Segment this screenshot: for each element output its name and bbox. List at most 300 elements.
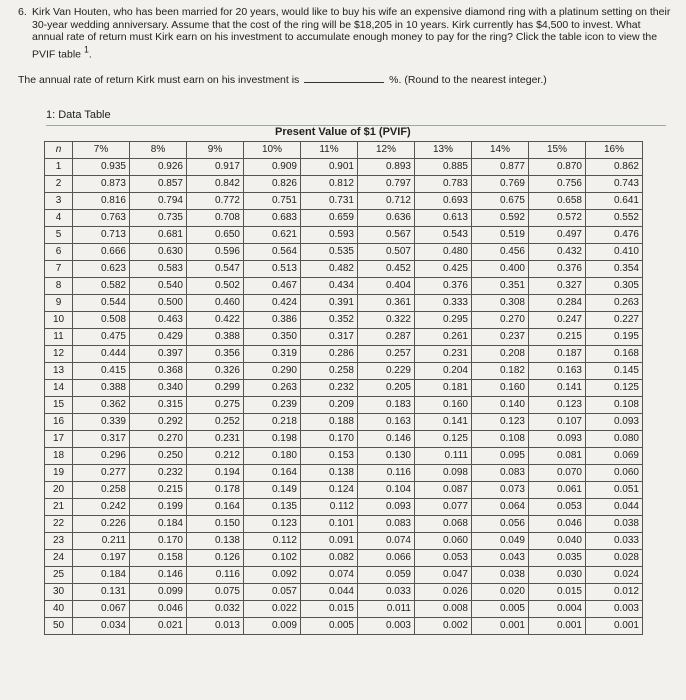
- pvif-cell: 0.205: [358, 380, 415, 397]
- rate-header: 13%: [415, 142, 472, 159]
- pvif-cell: 0.124: [301, 482, 358, 499]
- table-row: [45, 431, 643, 448]
- pvif-cell: 0.519: [472, 227, 529, 244]
- table-row: [45, 550, 643, 567]
- pvif-cell: 0.247: [529, 312, 586, 329]
- pvif-cell: 0.901: [301, 159, 358, 176]
- pvif-cell: 0.074: [358, 533, 415, 550]
- pvif-cell: 0.046: [529, 516, 586, 533]
- rate-header: 14%: [472, 142, 529, 159]
- pvif-cell: 0.909: [244, 159, 301, 176]
- period-cell: 21: [45, 499, 73, 516]
- rate-header: 10%: [244, 142, 301, 159]
- pvif-cell: 0.299: [187, 380, 244, 397]
- table-row: [45, 261, 643, 278]
- period-cell: 40: [45, 601, 73, 618]
- pvif-cell: 0.500: [130, 295, 187, 312]
- pvif-cell: 0.317: [301, 329, 358, 346]
- pvif-cell: 0.204: [415, 363, 472, 380]
- pvif-cell: 0.073: [472, 482, 529, 499]
- pvif-cell: 0.621: [244, 227, 301, 244]
- pvif-cell: 0.141: [415, 414, 472, 431]
- pvif-cell: 0.059: [358, 567, 415, 584]
- pvif-cell: 0.284: [529, 295, 586, 312]
- pvif-cell: 0.215: [529, 329, 586, 346]
- pvif-cell: 0.208: [472, 346, 529, 363]
- table-row: [45, 193, 643, 210]
- table-row: [45, 312, 643, 329]
- pvif-cell: 0.125: [586, 380, 643, 397]
- pvif-cell: 0.123: [529, 397, 586, 414]
- pvif-cell: 0.540: [130, 278, 187, 295]
- pvif-cell: 0.199: [130, 499, 187, 516]
- pvif-cell: 0.194: [187, 465, 244, 482]
- pvif-cell: 0.386: [244, 312, 301, 329]
- table-row: [45, 414, 643, 431]
- pvif-cell: 0.087: [415, 482, 472, 499]
- period-cell: 25: [45, 567, 73, 584]
- pvif-cell: 0.636: [358, 210, 415, 227]
- pvif-cell: 0.067: [73, 601, 130, 618]
- rate-header: 7%: [73, 142, 130, 159]
- pvif-cell: 0.862: [586, 159, 643, 176]
- pvif-cell: 0.593: [301, 227, 358, 244]
- pvif-cell: 0.295: [415, 312, 472, 329]
- pvif-cell: 0.080: [586, 431, 643, 448]
- pvif-cell: 0.211: [73, 533, 130, 550]
- pvif-cell: 0.232: [301, 380, 358, 397]
- pvif-cell: 0.675: [472, 193, 529, 210]
- pvif-cell: 0.069: [586, 448, 643, 465]
- pvif-cell: 0.713: [73, 227, 130, 244]
- rate-header: 15%: [529, 142, 586, 159]
- pvif-cell: 0.180: [244, 448, 301, 465]
- pvif-cell: 0.502: [187, 278, 244, 295]
- pvif-cell: 0.327: [529, 278, 586, 295]
- pvif-cell: 0.187: [529, 346, 586, 363]
- pvif-cell: 0.231: [415, 346, 472, 363]
- pvif-cell: 0.231: [187, 431, 244, 448]
- pvif-cell: 0.004: [529, 601, 586, 618]
- pvif-cell: 0.263: [586, 295, 643, 312]
- pvif-cell: 0.066: [358, 550, 415, 567]
- pvif-cell: 0.047: [415, 567, 472, 584]
- pvif-cell: 0.613: [415, 210, 472, 227]
- period-cell: 30: [45, 584, 73, 601]
- pvif-cell: 0.572: [529, 210, 586, 227]
- pvif-cell: 0.108: [586, 397, 643, 414]
- period-cell: 13: [45, 363, 73, 380]
- period-cell: 20: [45, 482, 73, 499]
- answer-suffix: %. (Round to the nearest integer.): [389, 74, 547, 86]
- pvif-cell: 0.160: [415, 397, 472, 414]
- table-row: [45, 567, 643, 584]
- pvif-cell: 0.350: [244, 329, 301, 346]
- answer-input[interactable]: [304, 72, 384, 83]
- pvif-cell: 0.125: [415, 431, 472, 448]
- header-row: [45, 142, 643, 159]
- pvif-cell: 0.003: [358, 618, 415, 635]
- pvif-cell: 0.362: [73, 397, 130, 414]
- pvif-cell: 0.508: [73, 312, 130, 329]
- pvif-cell: 0.275: [187, 397, 244, 414]
- pvif-cell: 0.184: [73, 567, 130, 584]
- pvif-cell: 0.198: [244, 431, 301, 448]
- table-row: [45, 533, 643, 550]
- pvif-cell: 0.038: [586, 516, 643, 533]
- pvif-cell: 0.095: [472, 448, 529, 465]
- pvif-cell: 0.081: [529, 448, 586, 465]
- pvif-cell: 0.623: [73, 261, 130, 278]
- period-cell: 50: [45, 618, 73, 635]
- pvif-cell: 0.022: [244, 601, 301, 618]
- answer-line: [18, 72, 678, 86]
- pvif-cell: 0.098: [415, 465, 472, 482]
- pvif-cell: 0.460: [187, 295, 244, 312]
- period-cell: 22: [45, 516, 73, 533]
- rate-header: 8%: [130, 142, 187, 159]
- pvif-cell: 0.322: [358, 312, 415, 329]
- pvif-cell: 0.681: [130, 227, 187, 244]
- pvif-cell: 0.188: [301, 414, 358, 431]
- pvif-cell: 0.075: [187, 584, 244, 601]
- pvif-cell: 0.683: [244, 210, 301, 227]
- pvif-cell: 0.146: [130, 567, 187, 584]
- pvif-cell: 0.112: [244, 533, 301, 550]
- pvif-cell: 0.422: [187, 312, 244, 329]
- pvif-cell: 0.135: [244, 499, 301, 516]
- pvif-cell: 0.708: [187, 210, 244, 227]
- pvif-cell: 0.432: [529, 244, 586, 261]
- pvif-cell: 0.277: [73, 465, 130, 482]
- pvif-cell: 0.424: [244, 295, 301, 312]
- pvif-cell: 0.013: [187, 618, 244, 635]
- pvif-cell: 0.305: [586, 278, 643, 295]
- table-row: [45, 227, 643, 244]
- pvif-cell: 0.153: [301, 448, 358, 465]
- pvif-cell: 0.315: [130, 397, 187, 414]
- pvif-cell: 0.286: [301, 346, 358, 363]
- pvif-cell: 0.049: [472, 533, 529, 550]
- pvif-cell: 0.015: [529, 584, 586, 601]
- pvif-cell: 0.543: [415, 227, 472, 244]
- table-row: [45, 601, 643, 618]
- pvif-cell: 0.160: [472, 380, 529, 397]
- pvif-cell: 0.547: [187, 261, 244, 278]
- pvif-cell: 0.145: [586, 363, 643, 380]
- pvif-cell: 0.232: [130, 465, 187, 482]
- pvif-cell: 0.596: [187, 244, 244, 261]
- rate-header: 9%: [187, 142, 244, 159]
- pvif-cell: 0.002: [415, 618, 472, 635]
- pvif-cell: 0.326: [187, 363, 244, 380]
- pvif-cell: 0.112: [301, 499, 358, 516]
- pvif-cell: 0.107: [529, 414, 586, 431]
- pvif-table: [44, 141, 643, 635]
- pvif-cell: 0.650: [187, 227, 244, 244]
- pvif-cell: 0.826: [244, 176, 301, 193]
- period-cell: 9: [45, 295, 73, 312]
- pvif-cell: 0.060: [415, 533, 472, 550]
- pvif-cell: 0.308: [472, 295, 529, 312]
- pvif-cell: 0.339: [73, 414, 130, 431]
- pvif-cell: 0.020: [472, 584, 529, 601]
- pvif-cell: 0.077: [415, 499, 472, 516]
- pvif-cell: 0.005: [472, 601, 529, 618]
- pvif-cell: 0.053: [415, 550, 472, 567]
- pvif-cell: 0.583: [130, 261, 187, 278]
- pvif-cell: 0.141: [529, 380, 586, 397]
- period-cell: 14: [45, 380, 73, 397]
- pvif-cell: 0.926: [130, 159, 187, 176]
- pvif-cell: 0.043: [472, 550, 529, 567]
- pvif-cell: 0.091: [301, 533, 358, 550]
- pvif-cell: 0.009: [244, 618, 301, 635]
- pvif-cell: 0.257: [358, 346, 415, 363]
- pvif-cell: 0.170: [301, 431, 358, 448]
- pvif-cell: 0.352: [301, 312, 358, 329]
- period-cell: 15: [45, 397, 73, 414]
- pvif-cell: 0.877: [472, 159, 529, 176]
- pvif-cell: 0.467: [244, 278, 301, 295]
- pvif-cell: 0.068: [415, 516, 472, 533]
- table-body: [45, 159, 643, 635]
- pvif-cell: 0.082: [301, 550, 358, 567]
- pvif-cell: 0.070: [529, 465, 586, 482]
- pvif-cell: 0.659: [301, 210, 358, 227]
- pvif-cell: 0.794: [130, 193, 187, 210]
- pvif-cell: 0.111: [415, 448, 472, 465]
- period-cell: 16: [45, 414, 73, 431]
- pvif-cell: 0.270: [130, 431, 187, 448]
- pvif-cell: 0.209: [301, 397, 358, 414]
- pvif-cell: 0.060: [586, 465, 643, 482]
- table-row: [45, 295, 643, 312]
- pvif-cell: 0.356: [187, 346, 244, 363]
- pvif-cell: 0.024: [586, 567, 643, 584]
- period-cell: 7: [45, 261, 73, 278]
- pvif-cell: 0.296: [73, 448, 130, 465]
- pvif-cell: 0.354: [586, 261, 643, 278]
- pvif-cell: 0.797: [358, 176, 415, 193]
- pvif-cell: 0.229: [358, 363, 415, 380]
- pvif-cell: 0.731: [301, 193, 358, 210]
- pvif-cell: 0.769: [472, 176, 529, 193]
- table-row: [45, 448, 643, 465]
- rate-header: 16%: [586, 142, 643, 159]
- pvif-cell: 0.218: [244, 414, 301, 431]
- pvif-cell: 0.197: [73, 550, 130, 567]
- pvif-cell: 0.242: [73, 499, 130, 516]
- pvif-cell: 0.388: [73, 380, 130, 397]
- period-cell: 11: [45, 329, 73, 346]
- pvif-cell: 0.351: [472, 278, 529, 295]
- data-table-title: 1: Data Table: [46, 109, 666, 126]
- pvif-cell: 0.482: [301, 261, 358, 278]
- pvif-cell: 0.116: [187, 567, 244, 584]
- pvif-cell: 0.158: [130, 550, 187, 567]
- pvif-cell: 0.102: [244, 550, 301, 567]
- pvif-cell: 0.751: [244, 193, 301, 210]
- pvif-cell: 0.011: [358, 601, 415, 618]
- pvif-cell: 0.044: [301, 584, 358, 601]
- table-title: Present Value of $1 (PVIF): [275, 126, 411, 138]
- table-row: [45, 159, 643, 176]
- table-row: [45, 210, 643, 227]
- pvif-cell: 0.032: [187, 601, 244, 618]
- pvif-cell: 0.317: [73, 431, 130, 448]
- pvif-cell: 0.444: [73, 346, 130, 363]
- pvif-cell: 0.452: [358, 261, 415, 278]
- pvif-cell: 0.184: [130, 516, 187, 533]
- pvif-cell: 0.250: [130, 448, 187, 465]
- period-cell: 8: [45, 278, 73, 295]
- pvif-cell: 0.391: [301, 295, 358, 312]
- pvif-cell: 0.812: [301, 176, 358, 193]
- pvif-cell: 0.544: [73, 295, 130, 312]
- pvif-cell: 0.239: [244, 397, 301, 414]
- pvif-cell: 0.033: [358, 584, 415, 601]
- pvif-cell: 0.290: [244, 363, 301, 380]
- pvif-cell: 0.340: [130, 380, 187, 397]
- table-icon-link[interactable]: [83, 44, 89, 60]
- pvif-cell: 0.263: [244, 380, 301, 397]
- pvif-cell: 0.093: [529, 431, 586, 448]
- pvif-cell: 0.816: [73, 193, 130, 210]
- answer-prefix: The annual rate of return Kirk must earn on his investment is: [18, 74, 300, 86]
- pvif-cell: 0.138: [301, 465, 358, 482]
- pvif-cell: 0.123: [472, 414, 529, 431]
- table-row: [45, 363, 643, 380]
- pvif-cell: 0.012: [586, 584, 643, 601]
- pvif-cell: 0.093: [358, 499, 415, 516]
- table-row: [45, 516, 643, 533]
- pvif-cell: 0.658: [529, 193, 586, 210]
- pvif-cell: 0.368: [130, 363, 187, 380]
- table-row: [45, 346, 643, 363]
- pvif-cell: 0.028: [586, 550, 643, 567]
- pvif-cell: 0.074: [301, 567, 358, 584]
- pvif-cell: 0.873: [73, 176, 130, 193]
- pvif-cell: 0.666: [73, 244, 130, 261]
- pvif-cell: 0.130: [358, 448, 415, 465]
- pvif-cell: 0.592: [472, 210, 529, 227]
- table-row: [45, 176, 643, 193]
- pvif-cell: 0.258: [301, 363, 358, 380]
- pvif-cell: 0.756: [529, 176, 586, 193]
- pvif-cell: 0.083: [472, 465, 529, 482]
- pvif-cell: 0.270: [472, 312, 529, 329]
- pvif-cell: 0.743: [586, 176, 643, 193]
- pvif-cell: 0.885: [415, 159, 472, 176]
- period-cell: 5: [45, 227, 73, 244]
- period-cell: 1: [45, 159, 73, 176]
- pvif-cell: 0.064: [472, 499, 529, 516]
- pvif-cell: 0.178: [187, 482, 244, 499]
- footnote-marker[interactable]: 1: [83, 44, 89, 55]
- pvif-cell: 0.772: [187, 193, 244, 210]
- pvif-cell: 0.170: [130, 533, 187, 550]
- period-cell: 18: [45, 448, 73, 465]
- pvif-cell: 0.261: [415, 329, 472, 346]
- rate-header: 11%: [301, 142, 358, 159]
- pvif-cell: 0.410: [586, 244, 643, 261]
- table-row: [45, 329, 643, 346]
- pvif-cell: 0.857: [130, 176, 187, 193]
- pvif-cell: 0.252: [187, 414, 244, 431]
- rate-header: 12%: [358, 142, 415, 159]
- pvif-cell: 0.415: [73, 363, 130, 380]
- period-cell: 19: [45, 465, 73, 482]
- n-header: n: [45, 142, 73, 159]
- pvif-cell: 0.463: [130, 312, 187, 329]
- pvif-cell: 0.030: [529, 567, 586, 584]
- table-row: [45, 278, 643, 295]
- pvif-cell: 0.044: [586, 499, 643, 516]
- period-cell: 17: [45, 431, 73, 448]
- pvif-cell: 0.425: [415, 261, 472, 278]
- pvif-cell: 0.034: [73, 618, 130, 635]
- pvif-cell: 0.434: [301, 278, 358, 295]
- question-number: 6.: [18, 6, 27, 18]
- pvif-cell: 0.287: [358, 329, 415, 346]
- pvif-cell: 0.258: [73, 482, 130, 499]
- pvif-cell: 0.026: [415, 584, 472, 601]
- pvif-cell: 0.003: [586, 601, 643, 618]
- pvif-cell: 0.001: [472, 618, 529, 635]
- pvif-cell: 0.513: [244, 261, 301, 278]
- pvif-cell: 0.061: [529, 482, 586, 499]
- table-row: [45, 618, 643, 635]
- pvif-cell: 0.164: [187, 499, 244, 516]
- table-row: [45, 482, 643, 499]
- period-cell: 24: [45, 550, 73, 567]
- pvif-cell: 0.163: [529, 363, 586, 380]
- pvif-cell: 0.429: [130, 329, 187, 346]
- pvif-cell: 0.092: [244, 567, 301, 584]
- period-cell: 23: [45, 533, 73, 550]
- pvif-cell: 0.163: [358, 414, 415, 431]
- question-body: Kirk Van Houten, who has been married for 20 years, would like to buy his wife an expensive diamond ring with a platinum setting on their 30-year wedding anniversary. Assume that the cost of the ring will be $18,205 in 10 years. Kirk currently has $4,500 to invest. What annual rate of return must Kirk earn on his investment to accumulate enough money to pay for the ring? Click the table icon to view the PVIF table: [32, 6, 671, 60]
- table-row: [45, 499, 643, 516]
- pvif-cell: 0.480: [415, 244, 472, 261]
- pvif-cell: 0.182: [472, 363, 529, 380]
- pvif-cell: 0.630: [130, 244, 187, 261]
- pvif-cell: 0.842: [187, 176, 244, 193]
- period-cell: 12: [45, 346, 73, 363]
- table-row: [45, 465, 643, 482]
- pvif-cell: 0.033: [586, 533, 643, 550]
- pvif-cell: 0.475: [73, 329, 130, 346]
- pvif-cell: 0.108: [472, 431, 529, 448]
- pvif-cell: 0.116: [358, 465, 415, 482]
- table-row: [45, 380, 643, 397]
- pvif-cell: 0.292: [130, 414, 187, 431]
- pvif-cell: 0.476: [586, 227, 643, 244]
- pvif-cell: 0.138: [187, 533, 244, 550]
- pvif-cell: 0.227: [586, 312, 643, 329]
- period-cell: 10: [45, 312, 73, 329]
- pvif-cell: 0.404: [358, 278, 415, 295]
- pvif-cell: 0.735: [130, 210, 187, 227]
- pvif-cell: 0.564: [244, 244, 301, 261]
- pvif-cell: 0.497: [529, 227, 586, 244]
- pvif-cell: 0.212: [187, 448, 244, 465]
- question-text: Kirk Van Houten, who has been married for 20 years, would like to buy his wife an expensive diamond ring with a platinum setting on their 30-year wedding anniversary. Assume that the cost of the ring will be $18,205 in 10 years. Kirk currently has $4,500 to invest. What annual rate of return must Kirk earn on his investment to accumulate enough money to pay for the ring? Click the table icon to view the PVIF table $^1$.: [32, 6, 671, 60]
- pvif-cell: 0.083: [358, 516, 415, 533]
- table-row: [45, 584, 643, 601]
- pvif-cell: 0.001: [529, 618, 586, 635]
